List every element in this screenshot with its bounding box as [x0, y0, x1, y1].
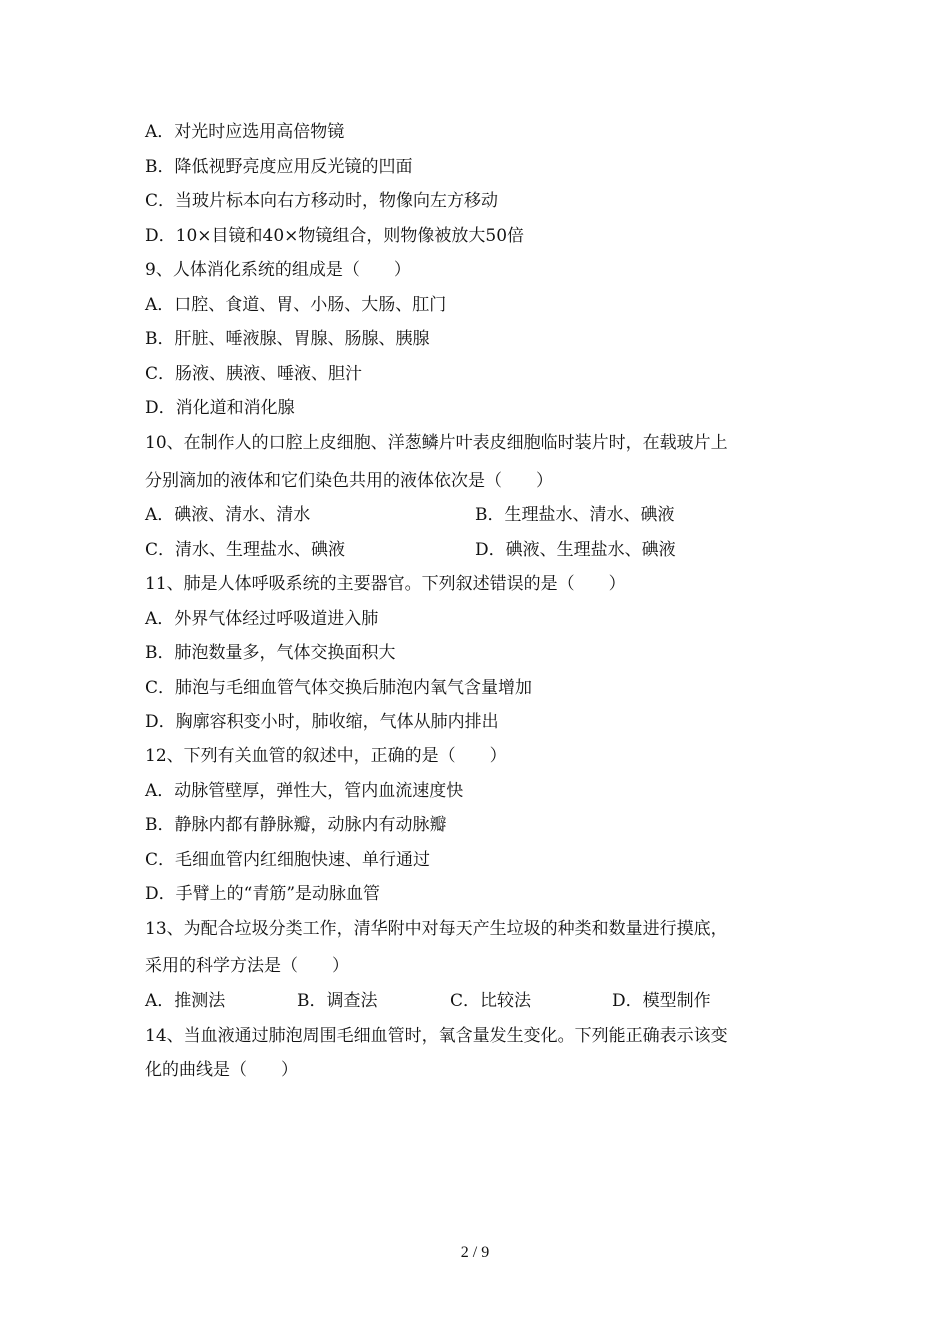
q13-option-d: D．模型制作 [612, 991, 711, 1011]
page-number: 2 / 9 [460, 1244, 490, 1261]
q13-option-b: B．调查法 [297, 991, 378, 1011]
q12-stem: 12、下列有关血管的叙述中，正确的是（ ） [145, 746, 507, 766]
q10-option-c: C．清水、生理盐水、碘液 [145, 540, 346, 560]
q10-option-d: D．碘液、生理盐水、碘液 [475, 540, 676, 560]
q13-option-a: A．推测法 [145, 991, 226, 1011]
q11-option-b: B．肺泡数量多，气体交换面积大 [145, 643, 396, 663]
q8-option-d: D．10×目镜和40×物镜组合，则物像被放大50倍 [145, 226, 525, 246]
q8-option-c: C．当玻片标本向右方移动时，物像向左方移动 [145, 191, 499, 211]
q14-stem-line2: 化的曲线是（ ） [145, 1060, 298, 1080]
q12-option-b: B．静脉内都有静脉瓣，动脉内有动脉瓣 [145, 815, 447, 835]
q9-option-a: A．口腔、食道、胃、小肠、大肠、肛门 [145, 295, 447, 315]
q13-option-c: C．比较法 [450, 991, 532, 1011]
q13-stem-line1: 13、为配合垃圾分类工作，清华附中对每天产生垃圾的种类和数量进行摸底， [145, 919, 728, 939]
q9-option-d: D．消化道和消化腺 [145, 398, 295, 418]
q9-stem: 9、人体消化系统的组成是（ ） [145, 260, 411, 280]
q9-option-b: B．肝脏、唾液腺、胃腺、肠腺、胰腺 [145, 329, 430, 349]
q12-option-d: D．手臂上的“青筋”是动脉血管 [145, 884, 381, 904]
q11-option-d: D．胸廓容积变小时，肺收缩，气体从肺内排出 [145, 712, 499, 732]
q12-option-c: C．毛细血管内红细胞快速、单行通过 [145, 850, 431, 870]
q11-stem: 11、肺是人体呼吸系统的主要器官。下列叙述错误的是（ ） [145, 574, 626, 594]
q10-option-a: A．碘液、清水、清水 [145, 505, 311, 525]
q8-option-a: A．对光时应选用高倍物镜 [145, 122, 345, 142]
q11-option-a: A．外界气体经过呼吸道进入肺 [145, 609, 379, 629]
q9-option-c: C．肠液、胰液、唾液、胆汁 [145, 364, 363, 384]
q8-option-b: B．降低视野亮度应用反光镜的凹面 [145, 157, 413, 177]
q10-option-b: B．生理盐水、清水、碘液 [475, 505, 675, 525]
q11-option-c: C．肺泡与毛细血管气体交换后肺泡内氧气含量增加 [145, 678, 533, 698]
q13-stem-line2: 采用的科学方法是（ ） [145, 956, 349, 976]
q10-stem-line1: 10、在制作人的口腔上皮细胞、洋葱鳞片叶表皮细胞临时装片时，在载玻片上 [145, 433, 728, 453]
q12-option-a: A．动脉管壁厚，弹性大，管内血流速度快 [145, 781, 464, 801]
q14-stem-line1: 14、当血液通过肺泡周围毛细血管时，氧含量发生变化。下列能正确表示该变 [145, 1026, 728, 1046]
q10-stem-line2: 分别滴加的液体和它们染色共用的液体依次是（ ） [145, 471, 553, 491]
